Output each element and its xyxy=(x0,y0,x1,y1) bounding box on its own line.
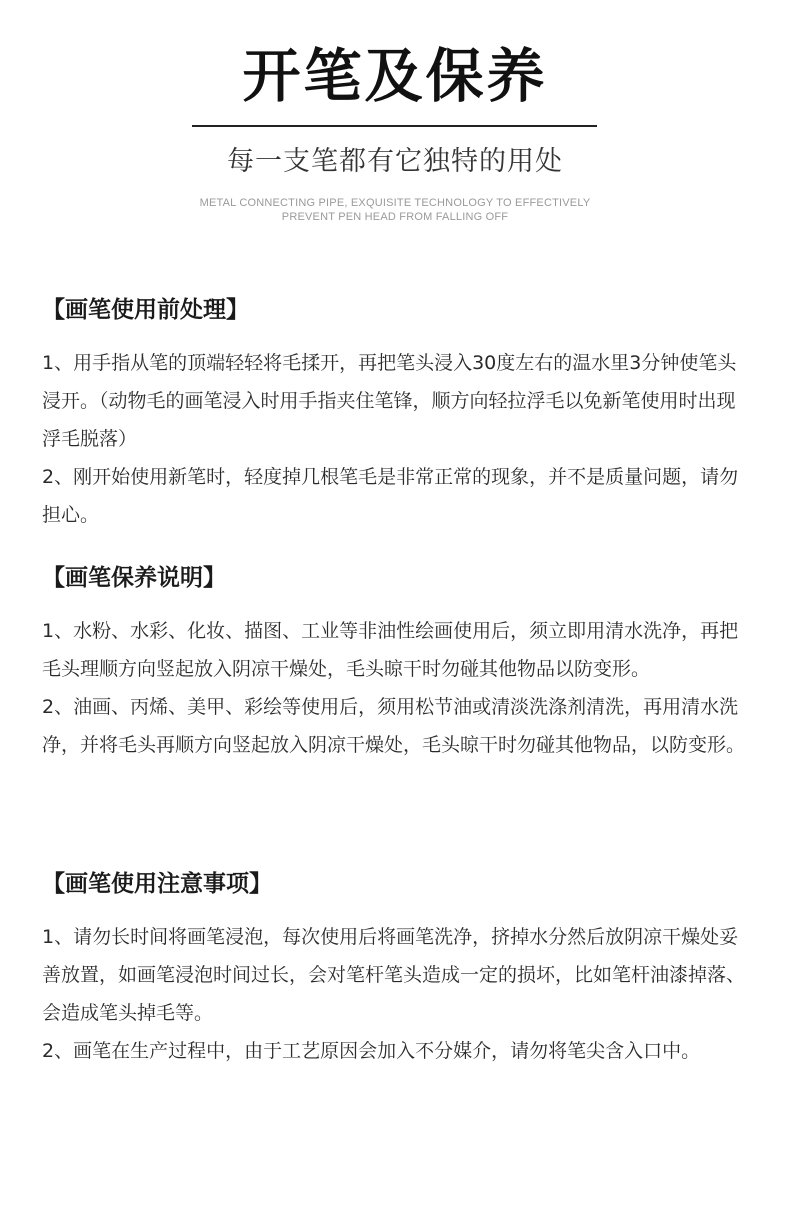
page-title: 开笔及保养 xyxy=(242,42,548,110)
section-paragraph: 1、水粉、水彩、化妆、描图、工业等非油性绘画使用后，须立即用清水洗净，再把毛头理顺方向竖起放入阴凉干燥处，毛头晾干时勿碰其他物品以防变形。 xyxy=(42,620,739,680)
section-paragraph: 1、请勿长时间将画笔浸泡，每次使用后将画笔洗净，挤掉水分然后放阴凉干燥处妥善放置，如画笔浸泡时间过长，会对笔杆笔头造成一定的损坏，比如笔杆油漆掉落、会造成笔头掉毛等。 xyxy=(42,926,746,1024)
section-paragraph: 2、画笔在生产过程中，由于工艺原因会加入不分媒介，请勿将笔尖含入口中。 xyxy=(42,1040,701,1062)
english-tagline-line-1: METAL CONNECTING PIPE, EXQUISITE TECHNOLOGY TO EFFECTIVELY xyxy=(199,197,591,209)
english-tagline-line-2: PREVENT PEN HEAD FROM FALLING OFF xyxy=(281,211,509,223)
section-paragraph: 2、刚开始使用新笔时，轻度掉几根笔毛是非常正常的现象，并不是质量问题，请勿担心。 xyxy=(42,466,739,526)
section-title: 【画笔使用前处理】 xyxy=(42,297,249,323)
page-subtitle: 每一支笔都有它独特的用处 xyxy=(227,146,563,177)
title-divider xyxy=(192,125,597,127)
section-pre-use xyxy=(42,292,754,534)
section-paragraph: 1、用手指从笔的顶端轻轻将毛揉开，再把笔头浸入30度左右的温水里3分钟使笔头浸开。（动物毛的画笔浸入时用手指夹住笔锋，顺方向轻拉浮毛以免新笔使用时出现浮毛脱落） xyxy=(42,352,737,450)
section-precautions xyxy=(42,866,754,1070)
section-maintenance xyxy=(42,560,754,764)
section-title: 【画笔使用注意事项】 xyxy=(42,871,272,897)
section-title: 【画笔保养说明】 xyxy=(42,565,226,591)
section-paragraph: 2、油画、丙烯、美甲、彩绘等使用后，须用松节油或清淡洗涤剂清洗，再用清水洗净，并将毛头再顺方向竖起放入阴凉干燥处，毛头晾干时勿碰其他物品，以防变形。 xyxy=(42,696,746,756)
